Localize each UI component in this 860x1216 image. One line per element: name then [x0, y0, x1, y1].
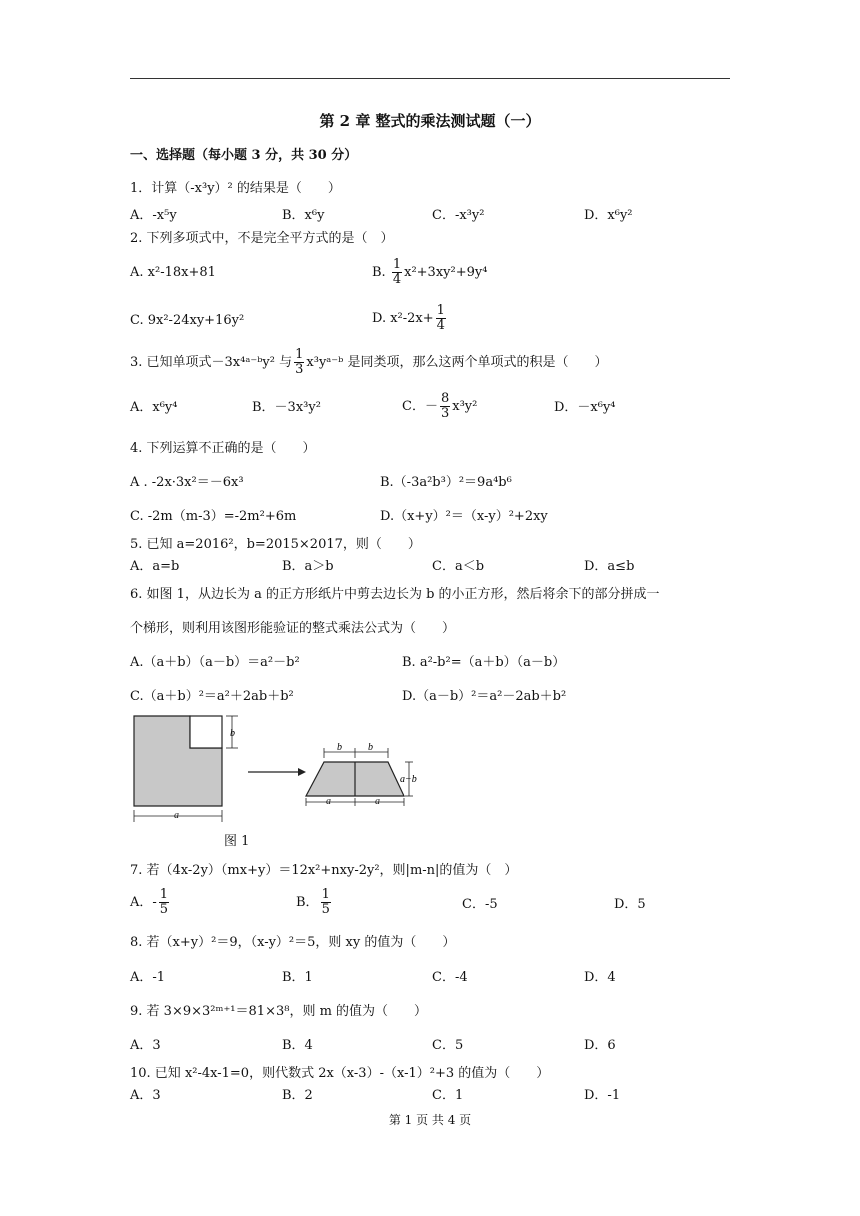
- question-5-stem: 5. 已知 a=2016²，b=2015×2017，则（ ）: [130, 537, 421, 552]
- trap-label-b1: b: [337, 742, 342, 753]
- q4-option-d: D.（x+y）²＝（x-y）²+2xy: [380, 509, 548, 524]
- header-rule: [130, 78, 730, 79]
- question-3-stem: [130, 346, 608, 380]
- q7-b-fraction: [321, 888, 331, 917]
- page-footer: 第 1 页 共 4 页: [388, 1113, 472, 1127]
- q1-option-b: B．x⁶y: [282, 208, 325, 223]
- q3-fraction: [294, 348, 304, 377]
- q5-option-d: D．a≤b: [584, 559, 635, 574]
- q4-option-c: C. -2m（m-3）=-2m²+6m: [130, 509, 297, 524]
- q10-option-d: D．-1: [584, 1088, 621, 1103]
- q7-option-d: D．5: [614, 897, 646, 912]
- q1-option-c: C．-x³y²: [432, 208, 485, 223]
- trap-label-a1: a: [326, 796, 331, 807]
- q10-option-b: B．2: [282, 1088, 313, 1103]
- q2-b-num: 1: [392, 257, 402, 272]
- question-6-stem-line1: 6. 如图 1，从边长为 a 的正方形纸片中剪去边长为 b 的小正方形，然后将余下的部分拼成一: [130, 587, 660, 602]
- question-1-stem: 1．计算（-x³y）² 的结果是（ ）: [130, 181, 341, 196]
- q10-option-c: C．1: [432, 1088, 464, 1103]
- trap-label-amb: a−b: [400, 774, 417, 785]
- q2-d-den: 4: [436, 318, 445, 333]
- q2-d-fraction: [436, 304, 446, 333]
- q10-option-a: A．3: [130, 1088, 161, 1103]
- q3-option-a: A．x⁶y⁴: [130, 400, 178, 415]
- q1-option-a: A．-x⁵y: [130, 208, 177, 223]
- q3-c-prefix: C．－: [402, 399, 438, 414]
- q3-num: 1: [295, 347, 304, 362]
- q8-option-b: B．1: [282, 970, 313, 985]
- q2-option-a: A. x²-18x+81: [130, 265, 216, 280]
- figure-caption: 图 1: [224, 834, 250, 849]
- q3-stem-a: 3. 已知单项式－3x⁴ᵃ⁻ᵇy² 与: [130, 355, 293, 370]
- q2-option-c: C. 9x²-24xy+16y²: [130, 313, 245, 328]
- q3-c-fraction: [440, 392, 450, 421]
- q2-b-fraction: [392, 258, 402, 287]
- section-heading: 一、选择题（每小题 3 分，共 30 分）: [130, 148, 358, 163]
- q7-option-b: [296, 886, 333, 920]
- trap-label-b2: b: [368, 742, 373, 753]
- q2-b-den: 4: [392, 272, 402, 287]
- q5-option-a: A．a=b: [130, 559, 180, 574]
- q8-option-a: A．-1: [130, 970, 166, 985]
- q4-option-a: A . -2x·3x²＝－6x³: [130, 475, 244, 490]
- q7-a-fraction: [159, 888, 169, 917]
- q2-d-num: 1: [436, 303, 445, 318]
- q3-option-c: [402, 390, 477, 424]
- q7-b-prefix: B．: [296, 895, 319, 910]
- q2-d-prefix: D. x²-2x+: [372, 311, 434, 326]
- q2-option-b: [372, 256, 487, 290]
- q8-option-c: C．-4: [432, 970, 468, 985]
- q9-option-d: D．6: [584, 1038, 616, 1053]
- q9-option-a: A．3: [130, 1038, 161, 1053]
- q3-c-rest: x³y²: [452, 399, 478, 414]
- q7-b-den: 5: [321, 902, 330, 917]
- cut-small-square: [190, 716, 222, 748]
- q7-option-c: C．-5: [462, 897, 498, 912]
- q3-option-b: B．－3x³y²: [252, 400, 321, 415]
- q1-option-d: D．x⁶y²: [584, 208, 633, 223]
- q7-a-prefix: A．-: [130, 895, 157, 910]
- page-title: 第 2 章 整式的乘法测试题（一）: [319, 112, 541, 130]
- question-9-stem: 9. 若 3×9×3²ᵐ⁺¹＝81×3⁸，则 m 的值为（ ）: [130, 1004, 428, 1019]
- q8-option-d: D．4: [584, 970, 616, 985]
- question-8-stem: 8. 若（x+y）²＝9，（x-y）²＝5，则 xy 的值为（ ）: [130, 935, 456, 950]
- q2-b-prefix: B.: [372, 265, 386, 280]
- question-4-stem: 4. 下列运算不正确的是（ ）: [130, 441, 316, 456]
- figure-1: [128, 712, 428, 834]
- q3-option-d: D．－x⁶y⁴: [554, 400, 616, 415]
- q3-stem-b: x³yᵃ⁻ᵇ 是同类项，那么这两个单项式的积是（ ）: [306, 355, 608, 370]
- question-10-stem: 10. 已知 x²-4x-1=0，则代数式 2x（x-3）-（x-1）²+3 的值为（ ）: [130, 1066, 550, 1081]
- fig-label-a: a: [174, 810, 179, 821]
- q7-a-den: 5: [159, 902, 169, 917]
- q6-option-c: C.（a＋b）²＝a²＋2ab＋b²: [130, 689, 294, 704]
- q6-option-b: B. a²-b²=（a＋b）（a－b）: [402, 655, 566, 670]
- q6-option-a: A.（a＋b）（a－b）＝a²－b²: [130, 655, 300, 670]
- q7-option-a: [130, 886, 171, 920]
- q3-c-num: 8: [440, 391, 450, 406]
- question-7-stem: 7. 若（4x-2y）（mx+y）＝12x²+nxy-2y²，则|m-n|的值为（ ）: [130, 863, 518, 878]
- question-6-stem-line2: 个梯形，则利用该图形能验证的整式乘法公式为（ ）: [130, 621, 456, 636]
- q3-den: 3: [295, 362, 304, 377]
- q7-a-num: 1: [159, 887, 169, 902]
- question-2-stem: 2. 下列多项式中，不是完全平方式的是（ ）: [130, 231, 394, 246]
- trap-label-a2: a: [375, 796, 380, 807]
- q4-option-b: B.（-3a²b³）²＝9a⁴b⁶: [380, 475, 512, 490]
- arrow-head-icon: [298, 768, 306, 776]
- q6-option-d: D.（a－b）²＝a²－2ab＋b²: [402, 689, 567, 704]
- q2-option-d: [372, 302, 448, 336]
- q9-option-c: C．5: [432, 1038, 464, 1053]
- q5-option-c: C．a＜b: [432, 559, 485, 574]
- q2-b-rest: x²+3xy²+9y⁴: [404, 265, 488, 280]
- q9-option-b: B．4: [282, 1038, 313, 1053]
- fig-label-b: b: [230, 728, 235, 739]
- q3-c-den: 3: [440, 406, 450, 421]
- q7-b-num: 1: [321, 887, 330, 902]
- q5-option-b: B．a＞b: [282, 559, 334, 574]
